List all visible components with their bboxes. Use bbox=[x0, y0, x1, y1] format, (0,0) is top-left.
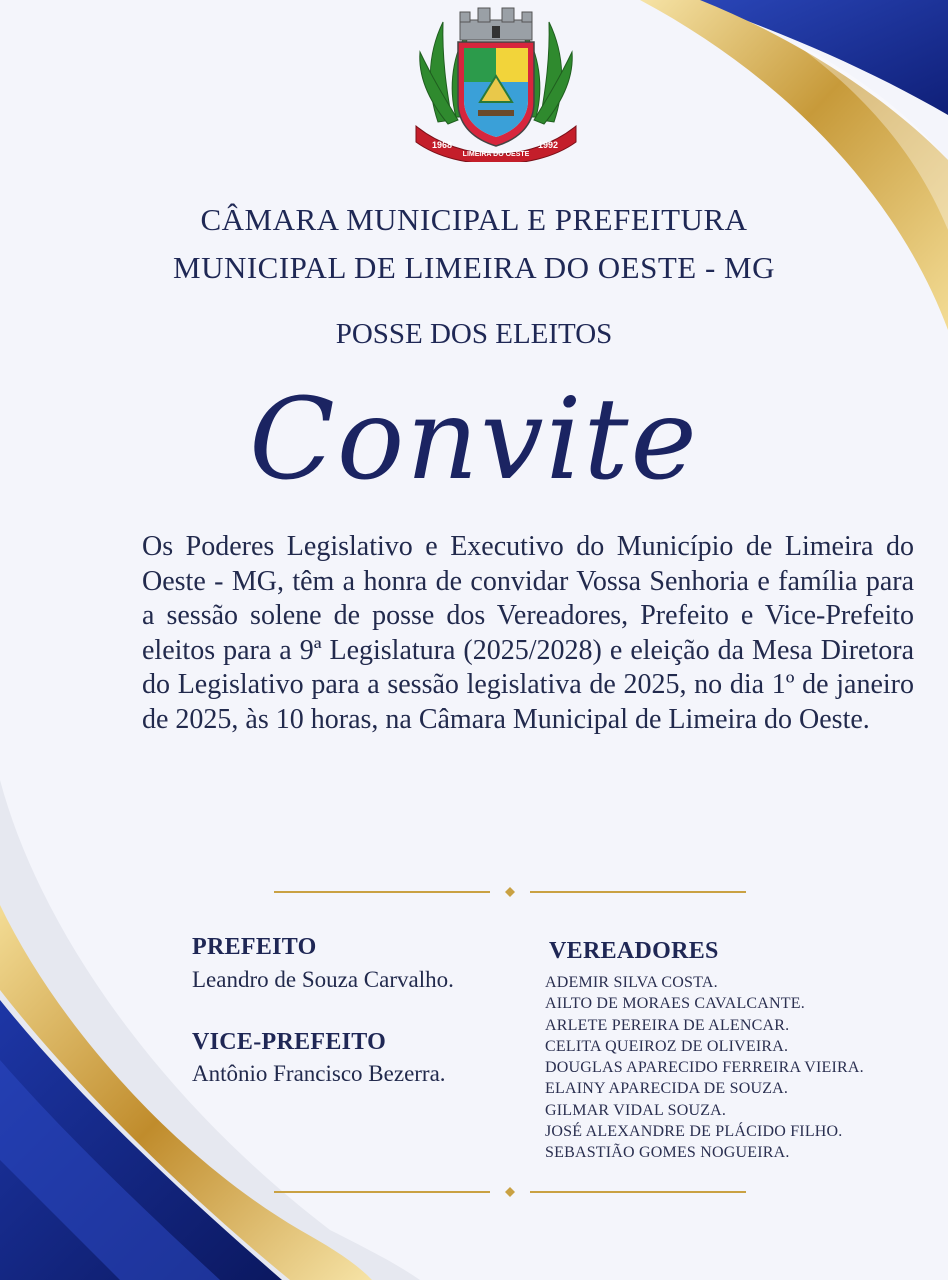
diamond-icon bbox=[505, 1187, 515, 1197]
council-member: ADEMIR SILVA COSTA. bbox=[545, 974, 718, 991]
crest-year-right: 1992 bbox=[538, 140, 559, 150]
council-title: VEREADORES bbox=[549, 938, 719, 964]
event-subtitle: POSSE DOS ELEITOS bbox=[335, 318, 613, 350]
divider-top bbox=[270, 886, 750, 898]
diamond-icon bbox=[505, 887, 515, 897]
council-member: AILTO DE MORAES CAVALCANTE. bbox=[545, 995, 805, 1013]
crest-banner-text: LIMEIRA DO OESTE bbox=[462, 151, 530, 158]
council-list bbox=[545, 972, 864, 1164]
council-member: JOSÉ ALEXANDRE DE PLÁCIDO FILHO. bbox=[545, 1123, 843, 1141]
mayor-name: Leandro de Souza Carvalho. bbox=[192, 967, 454, 992]
page-title-line-1: CÂMARA MUNICIPAL E PREFEITURA bbox=[200, 202, 748, 237]
vice-mayor-title: VICE-PREFEITO bbox=[192, 1029, 387, 1055]
mayor-title: PREFEITO bbox=[192, 934, 317, 960]
council-member: DOUGLAS APARECIDO FERREIRA VIEIRA. bbox=[545, 1059, 864, 1077]
page-title-line-2: MUNICIPAL DE LIMEIRA DO OESTE - MG bbox=[173, 250, 775, 285]
invitation-text: Os Poderes Legislativo e Executivo do Município de Limeira do Oeste - MG, têm a honra de convidar Vossa Senhoria e família para a sessão solene de posse dos Vereadores, Prefeito e Vice-Prefeito eleitos para a 9ª Legislatura (2025/2028) e eleição da Mesa Diretora do Legislativo para a sessão legislativa de 2025, no dia 1º de janeiro de 2025, às 10 horas, na Câmara Municipal de Limeira do Oeste. bbox=[142, 531, 914, 735]
municipal-crest-icon bbox=[408, 2, 584, 162]
council-member: ELAINY APARECIDA DE SOUZA. bbox=[545, 1080, 789, 1098]
council-member: SEBASTIÃO GOMES NOGUEIRA. bbox=[545, 1144, 790, 1162]
vice-mayor-name: Antônio Francisco Bezerra. bbox=[192, 1061, 446, 1086]
divider-bottom bbox=[270, 1186, 750, 1198]
crest-year-left: 1968 bbox=[432, 140, 453, 150]
council-member: ARLETE PEREIRA DE ALENCAR. bbox=[545, 1016, 790, 1034]
script-title: Convite bbox=[249, 375, 699, 505]
council-member: GILMAR VIDAL SOUZA. bbox=[545, 1101, 727, 1119]
council-member: CELITA QUEIROZ DE OLIVEIRA. bbox=[545, 1037, 789, 1055]
